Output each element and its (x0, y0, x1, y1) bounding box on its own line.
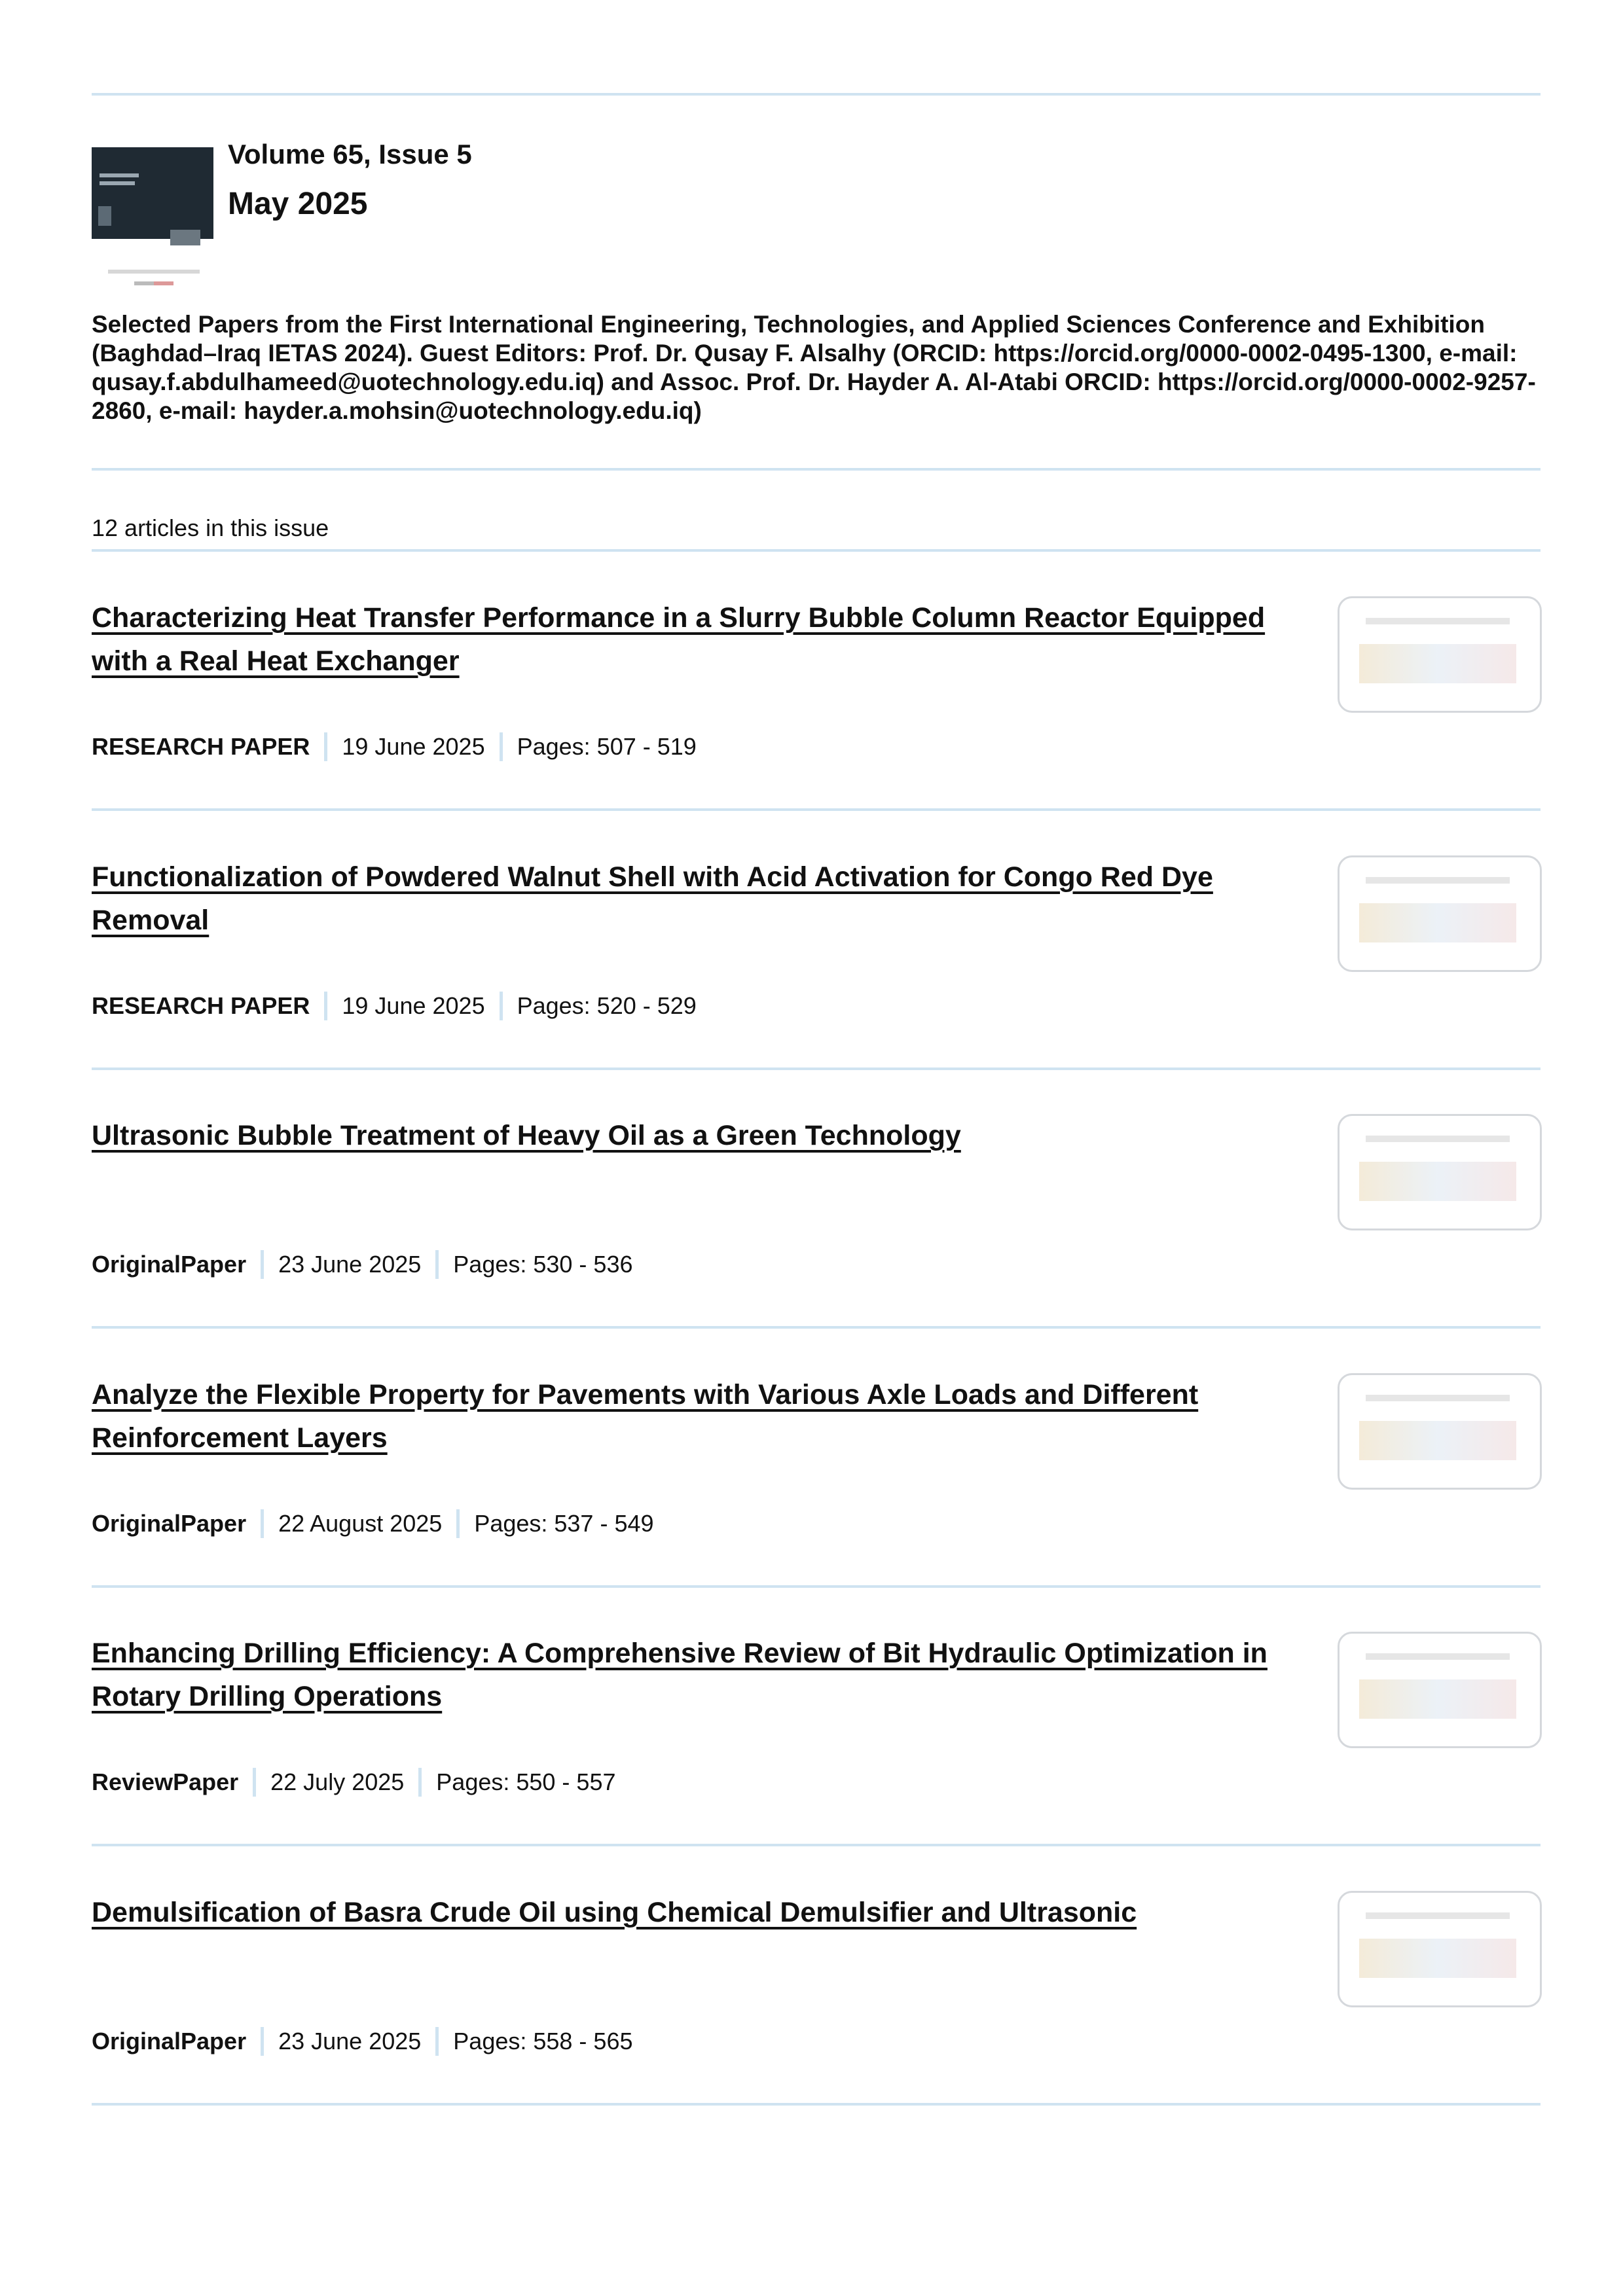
article-title (92, 596, 1270, 683)
article-title-link[interactable]: Functionalization of Powdered Walnut Shell with Acid Activation for Congo Red Dye Removal (92, 861, 1213, 936)
meta-separator (500, 732, 503, 761)
article-title (92, 1891, 1270, 1934)
meta-separator (261, 1250, 264, 1279)
article-title-link[interactable]: Ultrasonic Bubble Treatment of Heavy Oil as a Green Technology (92, 1120, 961, 1152)
article-meta (92, 2027, 632, 2056)
article-pages: Pages: 520 - 529 (517, 992, 697, 1019)
article-pages: Pages: 530 - 536 (453, 1251, 633, 1278)
article-pages: Pages: 550 - 557 (436, 1768, 616, 1796)
article-title (92, 855, 1270, 942)
article-item (92, 552, 1541, 811)
article-meta (92, 1509, 654, 1538)
article-date: 23 June 2025 (278, 2028, 422, 2054)
article-date: 22 July 2025 (270, 1768, 405, 1796)
meta-separator (324, 992, 327, 1020)
meta-separator (324, 732, 327, 761)
article-pages: Pages: 558 - 565 (453, 2028, 633, 2054)
article-item (92, 811, 1541, 1070)
article-type: OriginalPaper (92, 1251, 247, 1278)
meta-separator (418, 1768, 422, 1797)
issue-description: Selected Papers from the First International Engineering, Technologies, and Applied Sciences Conference and Exhibition (Baghdad–Iraq IETAS 2024). Guest Editors: Prof. Dr. Qusay F. Alsalhy (ORCID: https://orcid.org/0000-0002-0495-1300, e-mail: qusay.f.abdulhameed@uotechnology.edu.iq) and Assoc. Prof. Dr. Hayder A. Al-Atabi ORCID: https://orcid.org/0000-0002-9257-2860, e-mail: hayder.a.mohsin@uotechnology.edu.iq) (92, 311, 1536, 424)
article-meta (92, 992, 697, 1020)
article-pages: Pages: 537 - 549 (474, 1509, 654, 1537)
article-count: 12 articles in this issue (92, 514, 329, 541)
article-date: 19 June 2025 (342, 992, 485, 1019)
article-title-link[interactable]: Analyze the Flexible Property for Pavements with Various Axle Loads and Different Reinforcement Layers (92, 1378, 1199, 1454)
article-type: OriginalPaper (92, 2028, 247, 2054)
meta-separator (435, 2027, 439, 2056)
meta-separator (456, 1509, 460, 1538)
article-item (92, 1587, 1541, 1846)
divider (92, 468, 1541, 471)
article-pages: Pages: 507 - 519 (517, 733, 697, 760)
article-date: 19 June 2025 (342, 733, 485, 760)
issue-date: May 2025 (228, 187, 368, 221)
article-title-link[interactable]: Demulsification of Basra Crude Oil using Chemical Demulsifier and Ultrasonic (92, 1897, 1137, 1928)
issue-volume: Volume 65, Issue 5 (228, 139, 472, 170)
meta-separator (261, 1509, 264, 1538)
graphical-abstract-thumbnail[interactable] (1338, 596, 1542, 713)
article-title (92, 1373, 1270, 1460)
article-date: 23 June 2025 (278, 1251, 422, 1278)
graphical-abstract-thumbnail[interactable] (1338, 1373, 1542, 1490)
graphical-abstract-thumbnail[interactable] (1338, 1114, 1542, 1230)
meta-separator (261, 2027, 264, 2056)
article-type: ReviewPaper (92, 1768, 239, 1796)
graphical-abstract-thumbnail[interactable] (1338, 1632, 1542, 1748)
article-meta (92, 1768, 615, 1797)
article-title (92, 1632, 1270, 1718)
meta-separator (435, 1250, 439, 1279)
article-item (92, 1329, 1541, 1588)
publisher-logo (108, 270, 200, 288)
graphical-abstract-thumbnail[interactable] (1338, 1891, 1542, 2007)
meta-separator (253, 1768, 256, 1797)
article-title (92, 1114, 1270, 1157)
article-type: RESEARCH PAPER (92, 733, 310, 760)
article-date: 22 August 2025 (278, 1509, 443, 1537)
article-meta (92, 1250, 632, 1279)
article-item (92, 1846, 1541, 2106)
article-meta (92, 732, 697, 761)
journal-cover-image[interactable] (92, 147, 213, 239)
top-divider (92, 93, 1541, 96)
article-title-link[interactable]: Enhancing Drilling Efficiency: A Comprehensive Review of Bit Hydraulic Optimization in Rotary Drilling Operations (92, 1638, 1267, 1713)
article-item (92, 1069, 1541, 1329)
article-type: RESEARCH PAPER (92, 992, 310, 1019)
article-type: OriginalPaper (92, 1509, 247, 1537)
graphical-abstract-thumbnail[interactable] (1338, 855, 1542, 972)
meta-separator (500, 992, 503, 1020)
article-title-link[interactable]: Characterizing Heat Transfer Performance in a Slurry Bubble Column Reactor Equipped with a Real Heat Exchanger (92, 602, 1266, 677)
